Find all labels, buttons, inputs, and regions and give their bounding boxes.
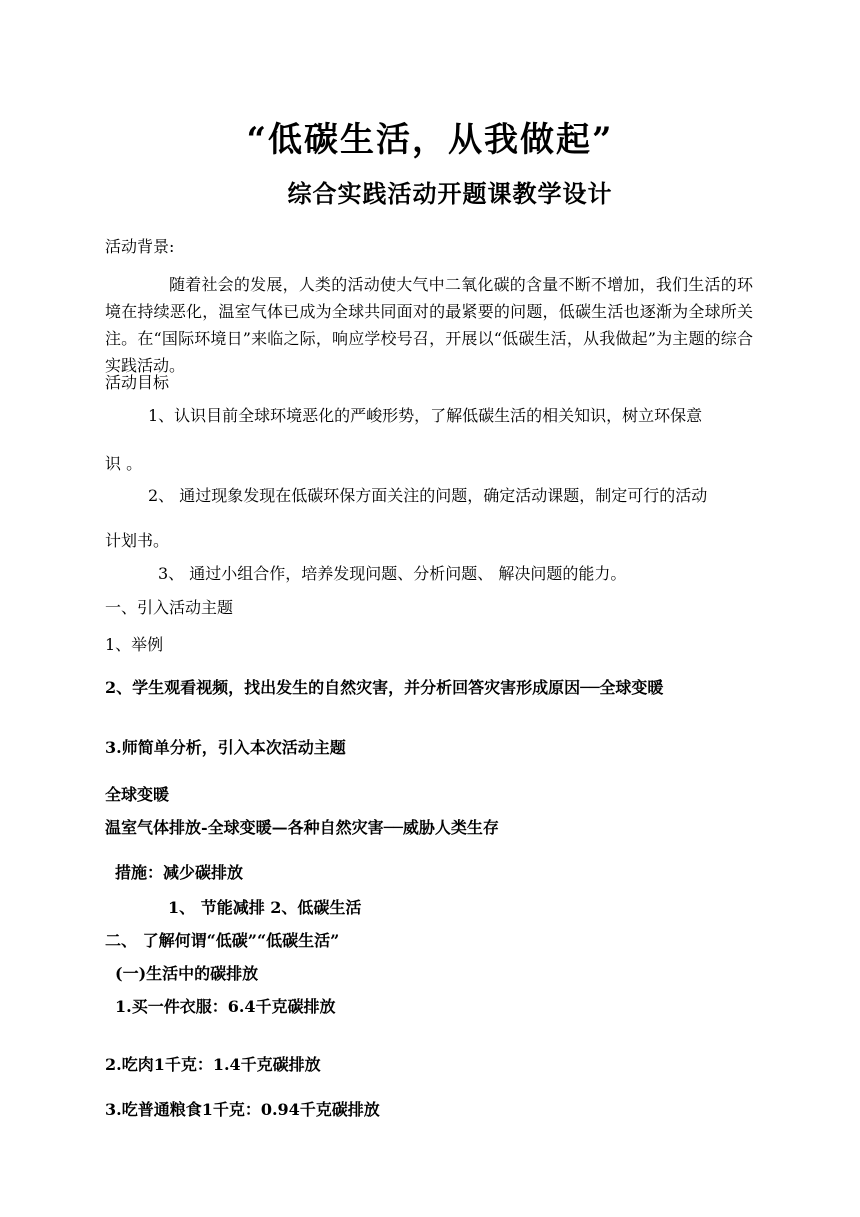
page-subtitle: 综合实践活动开题课教学设计 [287, 179, 613, 208]
goal-2-line-1: 2、 通过现象发现在低碳环保方面关注的问题，确定活动课题，制定可行的活动 [148, 486, 708, 505]
page-title: “低碳生活，从我做起” [246, 120, 614, 160]
cause-chain: 温室气体排放-全球变暖—各种自然灾害──威胁人类生存 [105, 818, 499, 837]
background-heading: 活动背景: [105, 237, 175, 256]
section-2-heading: 二、 了解何谓“低碳”“低碳生活” [105, 931, 340, 950]
goals-heading: 活动目标 [105, 373, 170, 392]
section-1-heading: 一、引入活动主题 [105, 598, 234, 617]
goal-1-line-1: 1、认识目前全球环境恶化的严峻形势，了解低碳生活的相关知识，树立环保意 [148, 406, 703, 425]
section-1-item-1: 1、举例 [105, 635, 164, 654]
section-1-item-3: 3.师简单分析，引入本次活动主题 [105, 738, 346, 757]
background-paragraph: 随着社会的发展，人类的活动使大气中二氧化碳的含量不断不增加，我们生活的环境在持续恶化，温室气体已成为全球共同面对的最紧要的问题，低碳生活也逐渐为全球所关注。在“国际环境日”来临之际，响应学校号召，开展以“低碳生活，从我做起”为主题的综合实践活动。 [105, 275, 753, 375]
goal-3: 3、 通过小组合作，培养发现问题、分析问题、 解决问题的能力。 [158, 564, 627, 583]
section-2-item-2: 2.吃肉1千克：1.4千克碳排放 [105, 1055, 321, 1074]
goal-2-line-2: 计划书。 [105, 531, 170, 550]
measures-label: 措施：减少碳排放 [115, 863, 244, 882]
global-warming-label: 全球变暖 [105, 785, 170, 804]
section-2-subheading: (一)生活中的碳排放 [115, 964, 259, 983]
section-2-item-1: 1.买一件衣服：6.4千克碳排放 [115, 997, 336, 1016]
goal-1-line-2: 识 。 [105, 454, 143, 473]
section-1-item-2: 2、学生观看视频，找出发生的自然灾害，并分析回答灾害形成原因──全球变暖 [105, 678, 664, 697]
section-2-item-3: 3.吃普通粮食1千克：0.94千克碳排放 [105, 1100, 380, 1119]
measures-items: 1、 节能减排 2、低碳生活 [168, 898, 362, 917]
